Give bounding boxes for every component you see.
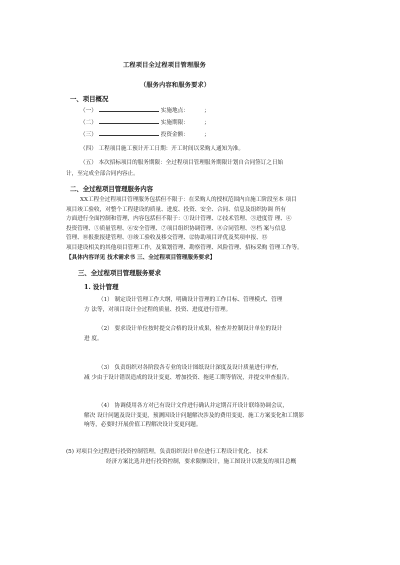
section1-heading: 一、项目概况	[70, 95, 109, 103]
overview-item-2	[80, 118, 210, 128]
item-tail: ；	[203, 108, 210, 114]
item-label: 实施期限：	[160, 120, 186, 126]
paragraph-line: 解决 设计问题及设计变更，预测因设计问题解决涉及的费用变更、施工方案变化和工期影	[84, 412, 304, 419]
paragraph-line: 进 度。	[84, 335, 103, 342]
fill-blank	[99, 106, 159, 112]
item-number: （二）	[80, 120, 97, 126]
overview-item-3	[80, 130, 210, 140]
paragraph-line: 投资管理、⑤质量管理、⑥安全管理、⑦项目组织协调管理、⑧合同管理、⑨档 案与信息	[66, 225, 286, 232]
paragraph-line: （1） 制定设计管理工作大纲，明确设计管理的工作目标、管理模式、管理	[98, 297, 283, 303]
document-subtitle: （服务内容和服务要求）	[140, 82, 211, 89]
design-management-heading: 1. 设计管理	[84, 283, 119, 291]
overview-item-1	[80, 106, 210, 116]
paragraph-line: （4） 协调使用各方对已有设计文件进行确认并定期召开设计联络协调会议，	[98, 403, 288, 409]
requirement-1	[84, 296, 282, 315]
paragraph-line: （2） 要求设计单位按时提交合格的设计成果，检查并控制设计单位的设计	[98, 326, 283, 332]
item-number: （一）	[80, 108, 97, 114]
item-label: 实施地点：	[160, 108, 186, 114]
section2-heading: 二、全过程项目管理服务内容	[70, 185, 154, 193]
service-content-paragraph	[66, 196, 366, 254]
requirement-2	[84, 325, 282, 344]
paragraph-line: 方 法等，对项目设计全过程的质量、投资、进度进行管理。	[84, 306, 232, 313]
paragraph-line: 经济方案比选并进行投资控制，要求限额设计，施工图设计以批复的项目总概	[106, 458, 297, 465]
paragraph-line: (5) 对项目全过程进行投资控制管理，负责组织设计单位进行工程设计优化、 技术	[66, 449, 268, 455]
paragraph-line: （3） 负责组织对各阶段各专业的设计图纸设计深度及设计质量进行审查，	[98, 365, 283, 371]
service-content-note: 【具体内容详见 技术需求书 三、全过程项目管理服务要求】	[66, 255, 216, 261]
paragraph-line: 减 少由于设计错误造成的设计变更、增加投资、拖延工期等情况，并提交审查报告。	[84, 374, 293, 381]
section3-heading: 三、全过程项目管理服务要求	[78, 269, 162, 277]
item-tail: ；	[203, 120, 210, 126]
item-label: 投资金额：	[160, 132, 186, 138]
item-tail: ；	[203, 132, 210, 138]
paragraph-line: 项目竣工验收，对整个工程建设的质量、进度、投资、安全、合同、信息及组织协调 所有	[66, 206, 286, 213]
requirement-3	[84, 364, 293, 383]
document-title: 工程项目全过程项目管理服务	[123, 62, 207, 69]
paragraph-line: 方面进行全面控制和管理，内容包括但不限于：①设计管理、②技术管理、③进度管 理、④	[66, 216, 292, 223]
paragraph-line: XX工程全过程项目管理服务包括但不限于：在采购人的授权范围内自施工阶段至本 项目	[80, 197, 297, 203]
paragraph-line: 管理、⑩报批报建管理、⑪竣工验收及移交管理、⑫协助项目评优及奖项申报、⑬	[66, 235, 268, 242]
item-number: （三）	[80, 132, 97, 138]
paragraph-line: 项目建设相关的其他项目管理工作，及策划管理、勘察管理、风险管理、招标采购 管理工作等。	[66, 244, 303, 251]
fill-blank	[99, 118, 159, 124]
overview-item-5-line2: 计，至完成全部合同内容止。	[66, 171, 139, 177]
overview-item-4: （四） 工程项目施工预计开工日期：开工时间以采购人通知为准。	[80, 146, 244, 152]
requirement-5	[66, 448, 296, 467]
requirement-4	[84, 402, 304, 431]
fill-blank	[99, 130, 159, 136]
paragraph-line: 响等，必要时开展价值工程解决设计变更问题。	[84, 422, 202, 429]
overview-item-5-line1: （五） 本次招标项目的服务期限：全过程项目管理服务期限计划自合同签订之日始	[80, 160, 284, 166]
